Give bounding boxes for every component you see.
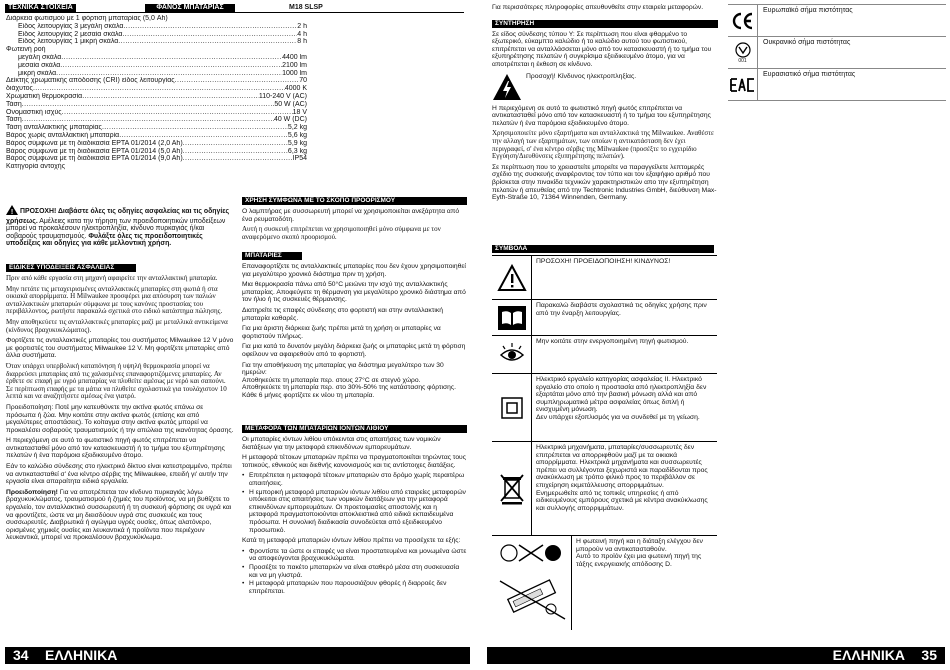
spec-value: 8 h: [297, 38, 307, 46]
spec-row: [6, 46, 307, 54]
spec-label: Είδος λειτουργίας 1 μικρή σκάλα: [18, 38, 119, 46]
cert-row-eac: [728, 69, 946, 101]
page-number-right: 35: [921, 647, 937, 663]
spec-row: [6, 124, 307, 132]
spec-label: Φωτεινή ροή: [6, 46, 46, 54]
caution-text: Για να αποτρέπεται τον κίνδυνο πυρκαγιάς λόγω βραχυκυκλώματος, τραυματισμού ή ζημιές του προϊόντος, να μη βυθίζετε το εργαλείο, τον ανταλλακτικό συσσωρευτή ή τη συσκευή φόρτισης σε υγρά και να φροντίζετε, ώστε να μη διεισδύουν υγρά στις συσκευές και τους συσσωρευτές. Διαβρωτικά ή αγώγιμα υγρές ουσίες, όπως αλατόνερο, ορισμένες χημικές ουσίες και λευκαντικά ή προϊόντα που περιέχουν λευκαντικά, μπορεί να προκαλέσουν βραχυκύκλωμα.: [6, 488, 232, 542]
battery-paragraph: Μια θερμοκρασία πάνω από 50°C μειώνει την ισχύ της ανταλλακτικής μπαταρίας. Αποφεύγετε τη θέρμανση για μεγαλύτερο χρονικό διάστημα από τον ήλιο ή τις συσκευές θέρμανσης.: [242, 281, 466, 304]
led-light-source-icon: [492, 536, 572, 630]
spec-row: [6, 85, 307, 93]
spec-row: [6, 148, 307, 156]
spec-value: 4400 lm: [282, 53, 307, 61]
symbols-section: [492, 245, 946, 630]
class-ii-icon: [492, 374, 532, 441]
symbol-row-manual: [492, 300, 717, 336]
spec-label: Ονομαστική ισχύς: [6, 108, 62, 116]
spec-row: [6, 70, 307, 78]
transport-paragraph: Η μεταφορά τέτοιων μπαταριών πρέπει να πραγματοποιείται τηρώντας τους τοπικούς, εθνικούς και διεθνής κανονισμούς και τις αντίστοιχες διατάξεις.: [242, 454, 466, 469]
do-not-stare-icon: [492, 336, 532, 373]
spec-leader-dots: [102, 124, 288, 132]
symbol-row-class2: [492, 374, 717, 442]
spec-value: IP54: [292, 155, 307, 163]
eac-mark-icon: [728, 69, 758, 100]
symbol-text-manual: Παρακαλώ διαβάστε σχολαστικά τις οδηγίες χρήσης πριν από την έναρξη λειτουργίας.: [536, 302, 707, 317]
spec-value: 5,2 kg: [287, 124, 307, 132]
spec-label: μεσαία σκάλα: [18, 61, 61, 69]
spec-label: Τάση: [6, 116, 22, 124]
transport-intro: Για περισσότερες πληροφορίες απευθυνθείτε στην εταιρεία μεταφορών.: [492, 4, 704, 11]
spec-row: [6, 140, 307, 148]
spec-value: 70: [299, 77, 307, 85]
intended-p2: Αυτή η συσκευή επιτρέπεται να χρησιμοποιηθεί μόνο σύμφωνα με τον αναφερόμενο σκοπό προορισμού.: [242, 225, 441, 241]
spec-leader-dots: [56, 70, 282, 78]
right-page: [475, 0, 950, 670]
svg-text:!: !: [10, 209, 14, 215]
spec-value: 40 W (DC): [273, 116, 307, 124]
spec-row: [6, 155, 307, 163]
maint-p3: Χρησιμοποιείτε μόνο εξαρτήματα και ανταλλακτικά της Milwaukee. Αναθέστε την αλλαγή των εξαρτημάτων, των οποίων η αντικατάσταση δεν έχει περιγραφεί, σ' ένα κέντρο σέρβις της Milwaukee (προσέξτε το εγχειρίδιο Εγγύηση/Διευθύνσεις εξυπηρέτησης πελατών).: [492, 129, 714, 161]
battery-paragraph: Επαναφορτίζετε τις ανταλλακτικές μπαταρίες που δεν έχουν χρησιμοποιηθεί για μεγαλύτερο χρονικό διάστημα πριν τη χρήση.: [242, 263, 466, 278]
spec-label: Τάση: [6, 100, 22, 108]
spec-row: [6, 15, 307, 23]
spec-row: [6, 77, 307, 85]
spec-label: Βάρος σύμφωνα με τη διαδικασία EPTA 01/2014 (5,0 Ah): [6, 147, 183, 155]
spec-label: Βάρος χωρίς ανταλλακτική μπαταρία: [6, 131, 120, 139]
intended-p1: Ο λαμπτήρας με συσσωρευτή μπορεί να χρησιμοποιείται ανεξάρτητα από ένα ρευματοδότη.: [242, 208, 460, 223]
spec-row: [6, 38, 307, 46]
spec-label: Είδος λειτουργίας 2 μεσαία σκάλα: [18, 30, 123, 38]
tech-header: [5, 4, 464, 13]
symbols-header: ΣΥΜΒΟΛΑ: [492, 245, 714, 253]
spec-label: Διάρκεια φωτισμού με 1 φόρτιση μπαταρίας (5,0 Ah): [6, 15, 168, 22]
spec-value: 5,6 kg: [287, 131, 307, 139]
spec-row: [6, 54, 307, 62]
spec-row: [6, 109, 307, 117]
spec-leader-dots: [22, 116, 274, 124]
cert-text-eac: Ευρασιατικό σήμα πιστότητας: [763, 71, 856, 78]
spec-value: 110-240 V (AC): [258, 92, 307, 100]
maint-p2: Η περιεχόμενη σε αυτό το φωτιστικό πηγή φωτός επιτρέπεται να αντικατασταθεί μόνο από τον κατασκευαστή ή το τμήμα του εξυπηρέτησης πελατών ή ένα παρόμοια εξειδικευμένο άτομο.: [492, 104, 711, 127]
safety-paragraph: Η περιεχόμενη σε αυτό το φωτιστικό πηγή φωτός επιτρέπεται να αντικατασταθεί μόνο από τον κατασκευαστή ή το τμήμα του εξυπηρέτησης πελατών ή ένα παρόμοια εξειδικευμένο άτομο.: [6, 437, 225, 460]
spec-label: Κατηγορία αντοχής: [6, 163, 66, 171]
spec-value: 4 h: [297, 30, 307, 38]
symbol-text-weee: Ηλεκτρικά μηχανήματα, μπαταρίες/συσσωρευτές δεν επιτρέπεται να απορριφθούν μαζί με τα οικιακά απορρίμματα. Ηλεκτρικά μηχανήματα και συσσωρευτές πρέπει να συλλέγονται ξεχωριστά και παραδίδονται προς ανακύκλωση με τρόπο φιλικό προς το περιβάλλον σε επιχείρηση εκμετάλλευσης απορριμμάτων. Ενημερωθείτε από τις τοπικές υπηρεσίες ή από ειδικευμένους εμπόρους σχετικά με κέντρα ανακύκλωσης και συλλογής απορριμμάτων.: [536, 444, 708, 512]
spec-value: 2 h: [297, 22, 307, 30]
bullet-item: • Προσέξτε το πακέτο μπαταριών να είναι σταθερό μέσα στη συσκευασία και να μη γλιστρά.: [242, 564, 467, 579]
warning-bold: ΠΡΟΣΟΧΗ! Διαβάστε όλες τις οδηγίες ασφαλείας και τις οδηγίες χρήσεως.: [6, 208, 230, 225]
special-safety-section: [6, 264, 234, 545]
safety-paragraph: Προειδοποίηση: Ποτέ μην κατευθύνετε την ακτίνα φωτός επάνω σε πρόσωπα ή ζώα. Μην κοιτάτε στην ακτίνα φωτός (επίσης και από μεγαλύτερες αποστάσεις). Το κοίταγμα στην ακτίνα φωτός μπορεί να προκαλέσει σοβαρούς τραυματισμούς ή την απώλεια της ικανότητας όρασης.: [6, 403, 234, 434]
spec-leader-dots: [119, 132, 288, 140]
footer-language-left: ΕΛΛΗΝΙΚΑ: [45, 647, 118, 663]
safety-paragraph: Μην πετάτε τις μεταχειρισμένες ανταλλακτικές μπαταρίες στη φωτιά ή στα οικιακά απορρίμματα. Η Milwaukee προσφέρει μια απόσυρση των παλιών ανταλλακτικών μπαταριών σύμφωνα με τους κανόνες προστασίας του περιβάλλοντος, ρωτήστε παρακαλώ σχετικά στο ειδικό κατάστημα πώλησης.: [6, 284, 223, 316]
bullet-item: • Η μεταφορά μπαταριών που παρουσιάζουν φθορές ή διαρροές δεν επιτρέπεται.: [242, 580, 467, 595]
certification-table: [728, 4, 946, 101]
warning-triangle-icon: [6, 205, 18, 218]
spec-label: Βάρος σύμφωνα με τη διαδικασία EPTA 01/2014 (9,0 Ah): [6, 155, 183, 163]
battery-header: ΜΠΑΤΑΡΙΕΣ: [242, 252, 302, 260]
spec-leader-dots: [183, 155, 293, 163]
spec-leader-dots: [33, 85, 285, 93]
transport-bullet-list-2: [242, 548, 467, 596]
spec-value: 5,9 kg: [287, 139, 307, 147]
weee-bin-icon: [492, 442, 532, 535]
footer-language-right: ΕΛΛΗΝΙΚΑ: [832, 647, 905, 663]
spec-row: [6, 101, 307, 109]
transport-bullet-list: [242, 472, 467, 534]
cert-text-ce: Ευρωπαϊκό σήμα πιστότητας: [763, 7, 853, 14]
symbol-row-warning: [492, 256, 717, 300]
ce-mark-icon: [728, 5, 758, 36]
safety-paragraph: Εάν το καλώδιο σύνδεσης στο ηλεκτρικό δίκτυο είναι κατεστραμμένο, πρέπει να αντικατασταθεί σ' ένα κέντρο σέρβις της Milwaukee, επειδή γι' αυτήν την εργασία είναι απαραίτητα ειδικά εργαλεία.: [6, 463, 232, 486]
safety-header: ΕΙΔΙΚΕΣ ΥΠΟΔΕΙΞΕΙΣ ΑΣΦΑΛΕΙΑΣ: [6, 264, 136, 272]
safety-paragraph: Πριν από κάθε εργασία στη μηχανή αφαιρείτε την ανταλλακτική μπαταρία.: [6, 274, 218, 282]
cert-row-ua: [728, 37, 946, 69]
spec-leader-dots: [62, 109, 293, 117]
spec-label: διάχυτος: [6, 85, 33, 93]
symbol-row-led: [492, 536, 717, 630]
spec-leader-dots: [123, 23, 297, 31]
battery-paragraph: Για την αποθήκευση της μπαταρίας για διάστημα μεγαλύτερο των 30 ημερών: Αποθηκεύετε τη μπαταρία περ. στους 27°C σε στεγνό χώρο. Αποθηκεύετε τη μπαταρία περ. στο 30%-50% της κατάστασης φόρτισης. Κάθε 6 μήνες φορτίζετε εκ νέου τη μπαταρία.: [242, 361, 456, 399]
page-number-left: 34: [13, 647, 29, 663]
spec-label: μεγάλη σκάλα: [18, 53, 62, 61]
safety-paragraph: Μην αποθηκεύετε τις ανταλλακτικές μπαταρίες μαζί με μεταλλικά αντικείμενα (κίνδυνος βραχυκυκλώματος).: [6, 317, 228, 334]
intended-use-section: [242, 197, 467, 244]
transport-paragraph: Οι μπαταρίες ιόντων λιθίου υπόκεινται στις απαιτήσεις των νομικών διατάξεων για την μεταφορά επικινδύνων εμπορευμάτων.: [242, 436, 441, 451]
bullet-item: • Επιτρέπεται η μεταφορά τέτοιων μπαταριών στο δρόμο χωρίς περαιτέρω απαιτήσεις.: [242, 472, 467, 487]
safety-paragraph: Φορτίζετε τις ανταλλακτικές μπαταρίες του συστήματος Milwaukee 12 V μόνο με φορτιστές του συστήματος Milwaukee 12 V. Μη φορτίζετε μπαταρίες από άλλα συστήματα.: [6, 337, 234, 360]
spec-leader-dots: [122, 31, 297, 39]
bullet-item: • Η εμπορική μεταφορά μπαταριών ιόντων λιθίου από εταιρείες μεταφορών υπόκειται στις απαιτήσεις των νομικών διατάξεων για την μεταφορά επικινδύνων εμπορευμάτων. Οι προετοιμασίες αποστολής και η μεταφορά πραγματοποιούνται αποκλειστικά από ειδικά εκπαιδευμένα πρόσωπα. Η συνολική διαδικασία συνοδεύεται από εξειδικευμένο προσωπικό.: [242, 489, 467, 535]
spec-value: 2100 lm: [282, 61, 307, 69]
transport-note: Κατά τη μεταφορά μπαταριών ιόντων λιθίου πρέπει να προσέχετε τα εξής:: [242, 537, 461, 545]
spec-row: [6, 93, 307, 101]
transport-section: [242, 425, 467, 598]
model-label: M18 SLSP: [289, 4, 323, 11]
left-footer: [5, 647, 470, 664]
maintenance-column: [492, 4, 718, 205]
maint-p1: Σε είδος σύνδεσης τύπου Y: Σε περίπτωση που είναι φθαρμένο το εξωτερικό, εύκαμπτο καλώδιο ή το καλώδιο αυτού του φωτιστικού, επιτρέπεται να ανταλλάσσεται μόνο από τον κατασκευαστή ή το τμήμα του εξυπηρέτησης πελατών ή συγκρίσιμα εξειδικευμένο άτομο, για να αποτρέπεται η έκθεση σε κίνδυνο.: [492, 30, 712, 68]
spec-leader-dots: [60, 62, 282, 70]
warning-text: Αμέλειες κατα την τήρηση των προειδοποιητικών υποδείξεων μπορεί να προκαλέσουν ηλεκτροπληξία, κίνδυνο πυρκαγιάς ή/και σοβαρούς τραυματισμούς.: [6, 217, 226, 240]
ua-mark-number: 001: [738, 57, 747, 64]
spec-label: Βάρος σύμφωνα με τη διαδικασία EPTA 01/2014 (2,0 Ah): [6, 139, 183, 147]
safety-paragraph: Όταν υπάρχει υπερβολική καταπόνηση ή υψηλή θερμοκρασία μπορεί να διαρρεύσει μπαταρίας από τις χαλασμένες επαναφορτιζόμενες μπαταρίες. Αν έρθετε σε επαφή με υγρό μπαταρίας να πλυθείτε αμέσως με νερό και σαπούνι. Σε περίπτωση επαφής με τα μάτια να πλυθείτε σχολαστικά για τουλάχιστον 10 λεπτά και να αναζητήσετε αμέσως ένα γιατρό.: [6, 361, 227, 401]
spec-leader-dots: [175, 77, 300, 85]
transport-header: ΜΕΤΑΦΟΡΑ ΤΩΝ ΜΠΑΤΑΡΙΩΝ ΙΟΝΤΩΝ ΛΙΘΙΟΥ: [242, 425, 467, 433]
spec-leader-dots: [82, 93, 259, 101]
spec-label: Χρωματική θερμοκρασία: [6, 92, 83, 100]
spec-row: [6, 132, 307, 140]
symbol-text-class2: Ηλεκτρικό εργαλείο κατηγορίας ασφαλείας II. Ηλεκτρικό εργαλείο στο οποίο η προστασία από ηλεκτροπληξία δεν εξαρτάται μόνο από την βασική μόνωση αλλά και από συμπληρωματικά μέτρα ασφαλείας όπως διπλή ή ενισχυμένη μόνωση. Δεν υπάρχει εξοπλισμός για να συνδεθεί με τη γείωση.: [536, 376, 707, 421]
spec-leader-dots: [183, 140, 288, 148]
battery-paragraph: Για μια κατά το δυνατόν μεγάλη διάρκεια ζωής οι μπαταρίες μετά τη φόρτιση οφείλουν να αφαιρεθούν από το φορτιστή.: [242, 343, 466, 358]
maint-caution: Προσοχή! Κίνδυνος ηλεκτροπληξίας.: [526, 72, 637, 80]
read-manual-icon: [492, 300, 532, 335]
spec-row: [6, 116, 307, 124]
maint-p4: Σε περίπτωση που το χρειαστείτε μπορείτε να παραγγείλετε λεπτομερές σχέδιο της συσκευής αναφέροντας τον τύπο και τον εξαψήφιο αριθμό που βρίσκεται στην πινακίδα τεχνικών χαρακτηριστικών απο την εξυπηρέτηση πελατών ή απευθείας από την Techtronic Industries GmbH, διεύθυνση Max-Eyth-Straße 10, 71364 Winnenden, Germany.: [492, 163, 717, 202]
spec-leader-dots: [22, 101, 275, 109]
battery-section: [242, 252, 467, 403]
symbol-text-warning: ΠΡΟΣΟΧΗ! ΠΡΟΕΙΔΟΠΟΙΗΣΗ! ΚΙΝΔΥΝΟΣ!: [536, 258, 671, 265]
cert-text-ua: Ουκρανικό σήμα πιστότητας: [763, 39, 851, 46]
bullet-item: • Φροντίστε τα ώστε οι επαφές να είναι προστατευμένα και μονωμένα ώστε να αποφεύγονται βραχυκυκλώματα.: [242, 548, 467, 563]
symbol-row-weee: [492, 442, 717, 536]
spec-label: Τάση ανταλλακτικής μπαταρίας: [6, 124, 102, 132]
electric-shock-icon: [492, 73, 522, 106]
spec-row: [6, 62, 307, 70]
caution-bold: Προειδοποίηση!: [6, 488, 58, 496]
maint-header: ΣΥΝΤΗΡΗΣΗ: [492, 20, 718, 28]
spec-row: [6, 31, 307, 39]
spec-row: [6, 23, 307, 31]
spec-leader-dots: [118, 38, 297, 46]
spec-value: 1000 lm: [282, 69, 307, 77]
battery-paragraph: Διατηρείτε τις επαφές σύνδεσης στο φορτιστή και στην ανταλλακτική μπαταρία καθαρές.: [242, 306, 443, 322]
spec-value: 4000 K: [284, 85, 307, 93]
symbol-text-led: Η φωτεινή πηγή και η διάταξη ελέγχου δεν μπορούν να αντικατασταθούν. Αυτό το προϊόν έχει μια φωτεινή πηγή της τάξης ενεργειακής απόδοσης D.: [576, 538, 703, 568]
tech-header-label: ΤΕΧΝΙΚΑ ΣΤΟΙΧΕΙΑ: [5, 4, 76, 12]
spec-value: 50 W (AC): [274, 100, 307, 108]
spec-value: 18 V: [292, 108, 307, 116]
spec-leader-dots: [183, 148, 288, 156]
right-footer: [487, 647, 945, 664]
spec-row: [6, 163, 307, 171]
symbol-text-stare: Μην κοιτάτε στην ενεργοποιημένη πηγή φωτισμού.: [536, 338, 689, 345]
spec-value: 6,3 kg: [287, 147, 307, 155]
spec-leader-dots: [61, 54, 282, 62]
ukrainian-mark-icon: [728, 37, 758, 68]
product-header-label: ΦΑΝΟΣ ΜΠΑΤΑΡΙΑΣ: [145, 4, 235, 12]
cert-row-ce: [728, 5, 946, 37]
spec-label: Δείκτης χρωματικής απόδοσης (CRI) είδος λειτουργίας: [6, 77, 175, 85]
general-warning: [6, 205, 234, 251]
spec-label: Είδος λειτουργίας 3 μεγάλη σκάλα: [18, 22, 124, 30]
intended-header: ΧΡΗΣΗ ΣΥΜΦΩΝΑ ΜΕ ΤΟ ΣΚΟΠΟ ΠΡΟΟΡΙΣΜΟΥ: [242, 197, 467, 205]
symbol-row-stare: [492, 336, 717, 374]
battery-paragraph: Για μια άριστη διάρκεια ζωής πρέπει μετά τη χρήση οι μπαταρίες να φορτιστούν πλήρως.: [242, 325, 441, 340]
spec-table: [6, 15, 307, 171]
spec-label: μικρή σκάλα: [18, 69, 57, 77]
warning-bold-2: Φυλάξτε όλες τις προειδοποιητικές υποδείξεις και οδηγίες για κάθε μελλοντική χρήση.: [6, 232, 203, 248]
warning-triangle-icon: [492, 256, 532, 299]
